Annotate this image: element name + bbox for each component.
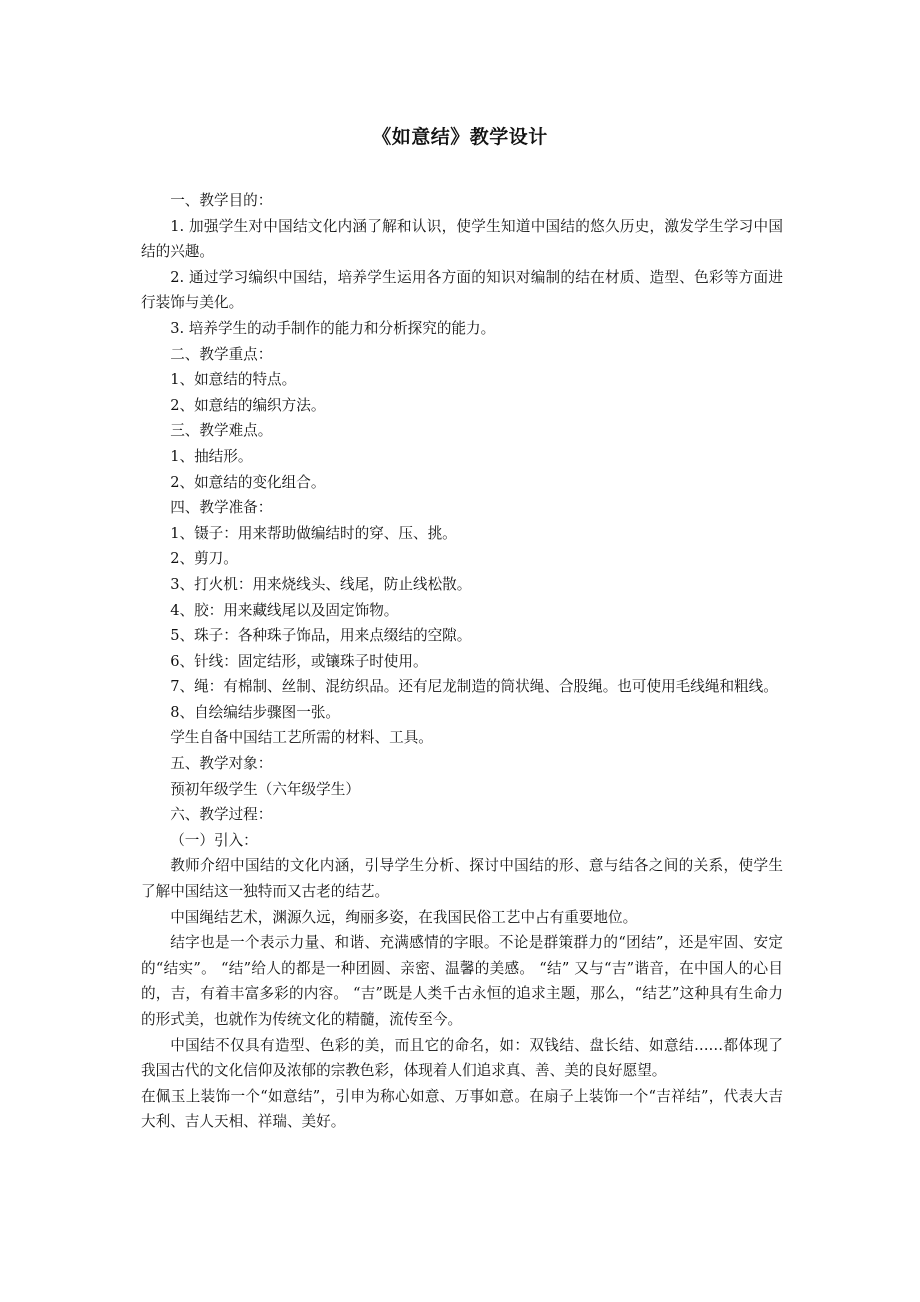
paragraph: 1、如意结的特点。 [170, 371, 297, 389]
paragraph: 1. 加强学生对中国结文化内涵了解和认识，使学生知道中国结的悠久历史，激发学生学习中国结的兴趣。 [141, 217, 783, 261]
section-heading-audience: 五、教学对象： [170, 755, 273, 773]
paragraph: 中国绳结艺术，渊源久远，绚丽多姿，在我国民俗工艺中占有重要地位。 [170, 908, 638, 926]
paragraph: 8、自绘编结步骤图一张。 [170, 703, 341, 721]
paragraph: 5、珠子：各种珠子饰品，用来点缀结的空隙。 [170, 627, 472, 645]
paragraph: 4、胶：用来藏线尾以及固定饰物。 [170, 601, 399, 619]
paragraph: 在佩玉上装饰一个“如意结”，引申为称心如意、万事如意。在扇子上装饰一个“吉祥结”，代表大吉大利、吉人天相、祥瑞、美好。 [141, 1087, 783, 1131]
paragraph: 中国结不仅具有造型、色彩的美，而且它的命名，如：双钱结、盘长结、如意结……都体现了我国古代的文化信仰及浓郁的宗教色彩，体现着人们追求真、善、美的良好愿望。 [141, 1036, 783, 1080]
paragraph: 3、打火机：用来烧线头、线尾，防止线松散。 [170, 575, 472, 593]
paragraph: 学生自备中国结工艺所需的材料、工具。 [170, 729, 433, 747]
paragraph: 2、如意结的编织方法。 [170, 396, 326, 414]
paragraph: 6、针线：固定结形，或镶珠子时使用。 [170, 652, 428, 670]
paragraph: 1、抽结形。 [170, 447, 253, 465]
paragraph: 结字也是一个表示力量、和谐、充满感情的字眼。不论是群策群力的“团结”，还是牢固、安定的“结实”。 “结”给人的都是一种团圆、亲密、温馨的美感。 “结” 又与“吉”谐音，在中国人的心目的，吉，有着丰富多彩的内容。 “吉”既是人类千古永恒的追求主题，那么，“结艺”这种具有生命力的形式美，也就作为传统文化的精髓，流传至今。 [141, 934, 783, 1028]
document-body [141, 188, 783, 1135]
subsection-heading-intro: （一）引入： [170, 831, 258, 849]
section-heading-process: 六、教学过程： [170, 806, 273, 824]
paragraph: 预初年级学生（六年级学生） [170, 780, 360, 798]
section-heading-key-points: 二、教学重点： [170, 345, 273, 363]
paragraph: 教师介绍中国结的文化内涵，引导学生分析、探讨中国结的形、意与结各之间的关系，使学生了解中国结这一独特而又古老的结艺。 [141, 857, 783, 901]
paragraph: 2、如意结的变化组合。 [170, 473, 326, 491]
paragraph: 7、绳：有棉制、丝制、混纺织品。还有尼龙制造的筒状绳、合股绳。也可使用毛线绳和粗线。 [170, 678, 778, 696]
paragraph: 2. 通过学习编织中国结，培养学生运用各方面的知识对编制的结在材质、造型、色彩等方面进行装饰与美化。 [141, 268, 783, 312]
section-heading-difficulties: 三、教学难点。 [170, 422, 273, 440]
paragraph: 3. 培养学生的动手制作的能力和分析探究的能力。 [170, 319, 496, 337]
paragraph: 1、镊子：用来帮助做编结时的穿、压、挑。 [170, 524, 457, 542]
section-heading-preparation: 四、教学准备： [170, 499, 273, 517]
paragraph: 2、剪刀。 [170, 550, 238, 568]
section-heading-objectives: 一、教学目的： [170, 192, 273, 209]
document-title: 《如意结》教学设计 [372, 126, 548, 148]
